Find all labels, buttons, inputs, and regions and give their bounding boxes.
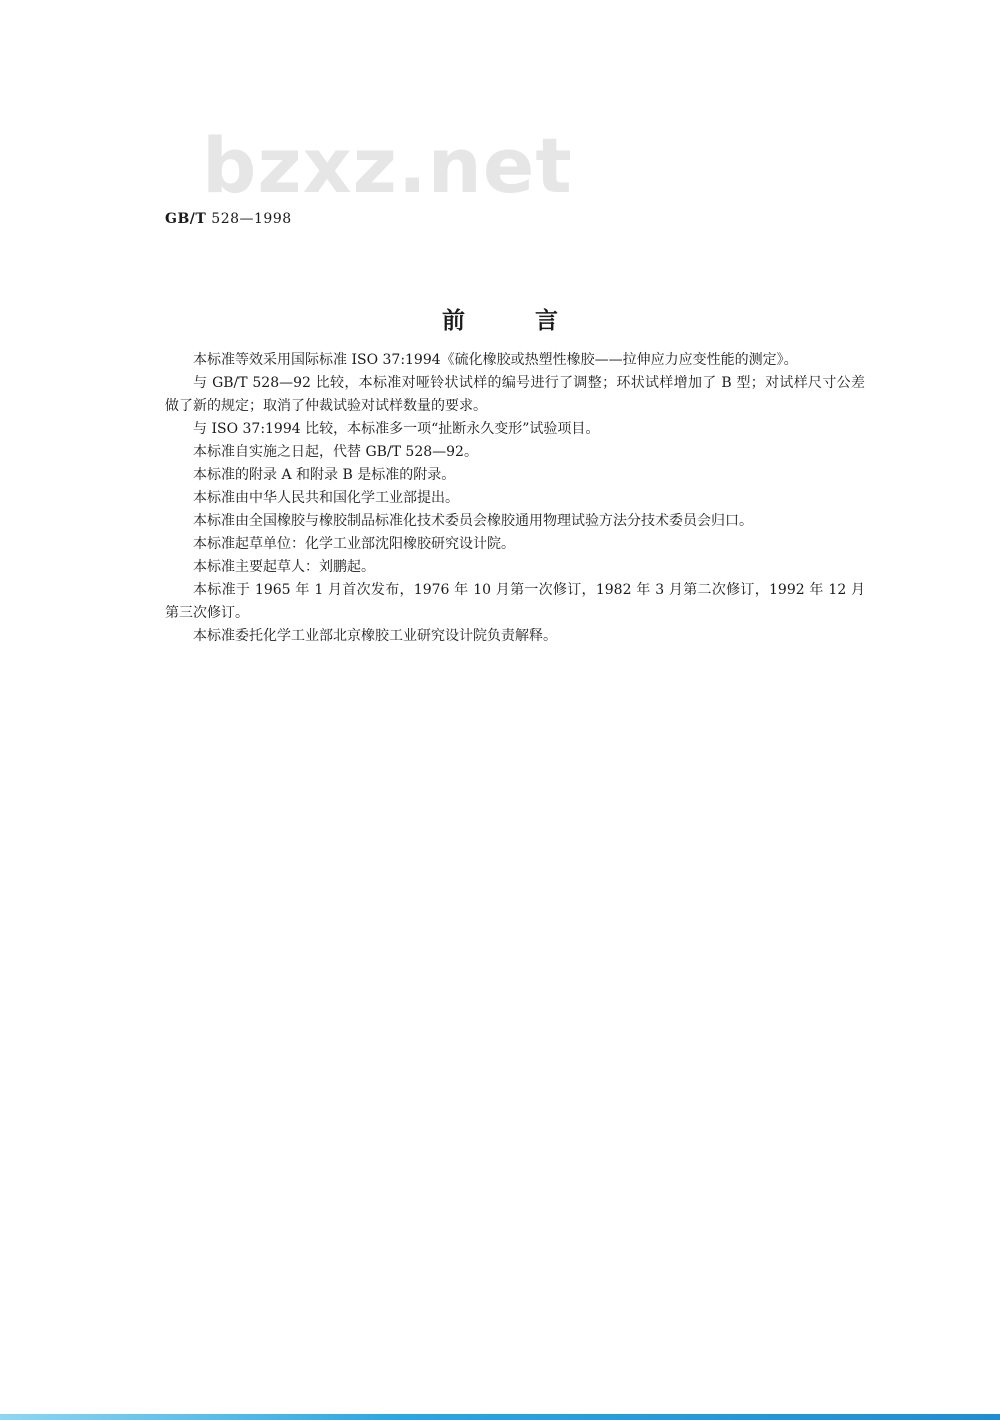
paragraph: 本标准的附录 A 和附录 B 是标准的附录。 [193,467,456,483]
paragraph: 与 ISO 37:1994 比较，本标准多一项“扯断永久变形”试验项目。 [193,421,600,437]
paragraph: 本标准起草单位：化学工业部沈阳橡胶研究设计院。 [193,536,515,552]
paragraph: 本标准于 1965 年 1 月首次发布，1976 年 10 月第一次修订，1982 年 3 月第二次修订，1992 年 12 月第三次修订。 [165,582,865,621]
paragraph: 本标准由中华人民共和国化学工业部提出。 [193,490,459,506]
foreword-body [165,349,865,648]
watermark-text: bzxz.net [202,121,573,210]
standard-code [165,211,292,227]
paragraph: 本标准等效采用国际标准 ISO 37:1994《硫化橡胶或热塑性橡胶——拉伸应力应变性能的测定》。 [193,352,798,368]
paragraph: 本标准自实施之日起，代替 GB/T 528—92。 [193,444,478,460]
standard-code-number: 528—1998 [211,211,292,227]
paragraph: 本标准委托化学工业部北京橡胶工业研究设计院负责解释。 [193,628,557,644]
paragraph: 本标准主要起草人：刘鹏起。 [193,559,375,575]
standard-code-prefix: GB/T [165,211,207,227]
foreword-heading: 前言 [442,308,628,334]
paragraph: 本标准由全国橡胶与橡胶制品标准化技术委员会橡胶通用物理试验方法分技术委员会归口。 [193,513,753,529]
bottom-accent-bar [0,1414,1000,1420]
paragraph: 与 GB/T 528—92 比较，本标准对哑铃状试样的编号进行了调整；环状试样增加了 B 型；对试样尺寸公差做了新的规定；取消了仲裁试验对试样数量的要求。 [165,375,865,414]
